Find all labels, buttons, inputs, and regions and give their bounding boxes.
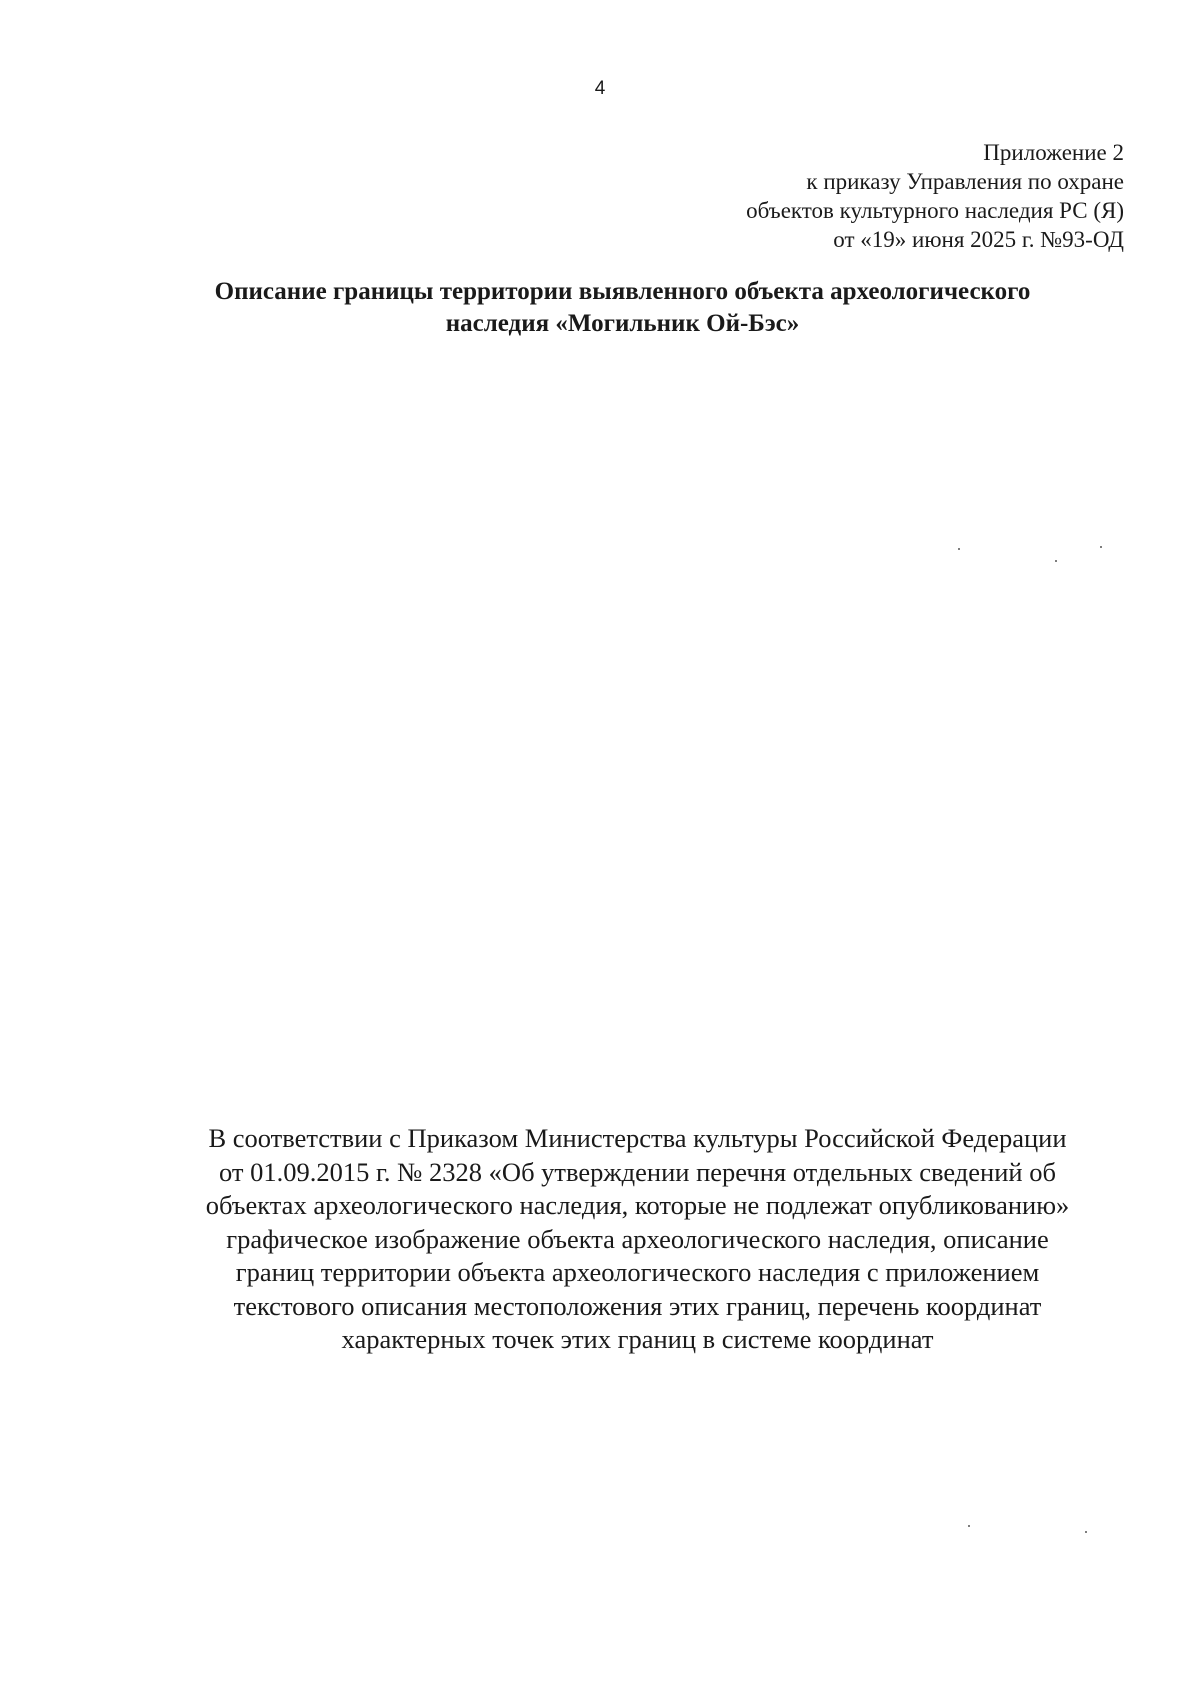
body-paragraph — [150, 1122, 1125, 1357]
body-line: В соответствии с Приказом Министерства культуры Российской Федерации — [208, 1123, 1067, 1153]
scan-speck — [958, 548, 960, 550]
scan-speck — [1085, 1531, 1087, 1533]
scan-speck — [1100, 546, 1102, 548]
body-line: графическое изображение объекта археологического наследия, описание — [226, 1223, 1049, 1254]
appendix-line: объектов культурного наследия РС (Я) — [746, 198, 1124, 223]
appendix-line: от «19» июня 2025 г. №93-ОД — [833, 227, 1124, 252]
title-line: наследия «Могильник Ой-Бэс» — [445, 310, 800, 337]
body-line: текстового описания местоположения этих границ, перечень координат — [233, 1290, 1042, 1321]
appendix-line: Приложение 2 — [983, 140, 1124, 165]
body-line: объектах археологического наследия, которые не подлежат опубликованию» — [205, 1190, 1070, 1220]
title-line: Описание границы территории выявленного объекта археологического — [214, 278, 1031, 305]
page-number: 4 — [594, 78, 606, 99]
document-title — [150, 276, 1095, 340]
body-line: от 01.09.2015 г. № 2328 «Об утверждении перечня отдельных сведений об — [219, 1156, 1056, 1187]
body-line: характерных точек этих границ в системе координат — [341, 1324, 934, 1354]
scan-speck — [968, 1525, 970, 1527]
appendix-line: к приказу Управления по охране — [806, 169, 1124, 194]
scan-speck — [1055, 560, 1057, 562]
appendix-reference — [746, 138, 1124, 254]
body-line: границ территории объекта археологического наследия с приложением — [235, 1257, 1040, 1287]
